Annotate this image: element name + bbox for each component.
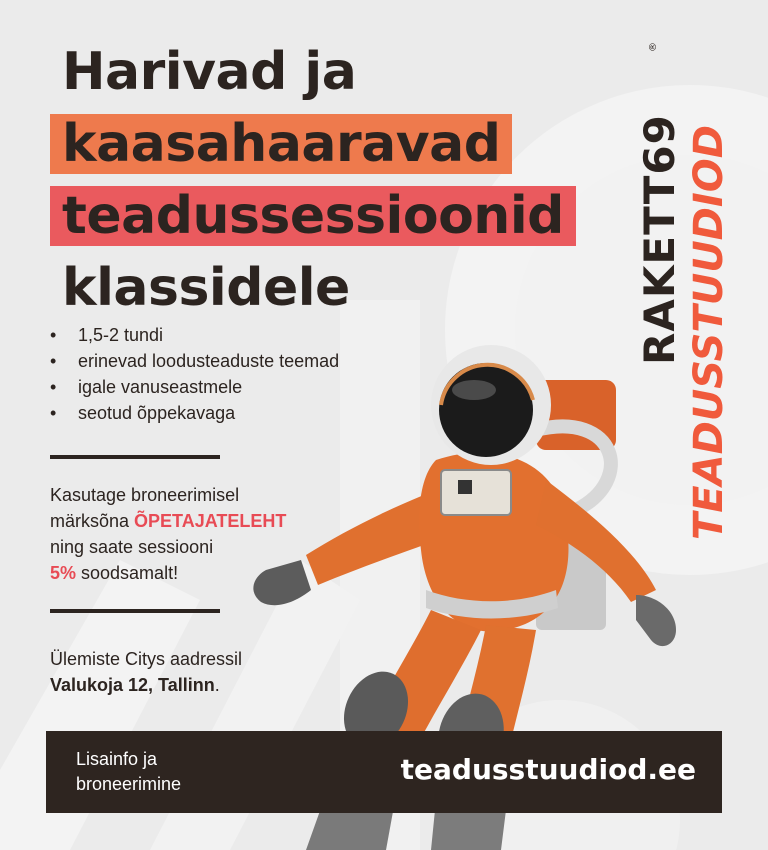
brand-subtitle: TEADUSSTUUDIOD (686, 125, 732, 540)
divider (50, 455, 220, 459)
footer-info-line: broneerimine (76, 774, 182, 794)
list-item: • seotud õppekavaga (50, 400, 339, 426)
footer-banner (46, 731, 722, 813)
headline-line-2: kaasahaaravad (50, 108, 576, 180)
list-item: • erinevad loodusteaduste teemad (50, 348, 339, 374)
footer-info (76, 747, 276, 797)
brand-registered: ® (648, 42, 659, 52)
discount-value: 5% (50, 563, 77, 583)
list-item: • 1,5-2 tundi (50, 322, 339, 348)
address-street: Valukoja 12, Tallinn (50, 675, 215, 695)
list-item: • igale vanuseastmele (50, 374, 339, 400)
promo-line: ning saate sessiooni (50, 537, 214, 557)
promo-prefix: märksõna (50, 511, 135, 531)
divider (50, 609, 220, 613)
website-link[interactable]: teadusstuudiod.ee (400, 753, 696, 786)
headline-line-4: klassidele (62, 258, 350, 318)
address-line (50, 672, 242, 698)
address-intro: Ülemiste Citys aadressil (50, 649, 243, 669)
headline-line-1: Harivad ja (62, 42, 357, 102)
address (50, 646, 242, 698)
promo-suffix: soodsamalt! (76, 563, 179, 583)
address-period: . (214, 675, 220, 695)
headline-line-3: teadussessioonid (50, 180, 576, 252)
brand-logo (634, 40, 734, 550)
brand-name: RAKETT69 (635, 114, 684, 365)
headline (50, 36, 576, 324)
promo-code: ÕPETAJATELEHT (134, 511, 287, 531)
footer-info-line: Lisainfo ja (76, 749, 158, 769)
promo-line: Kasutage broneerimisel (50, 485, 240, 505)
